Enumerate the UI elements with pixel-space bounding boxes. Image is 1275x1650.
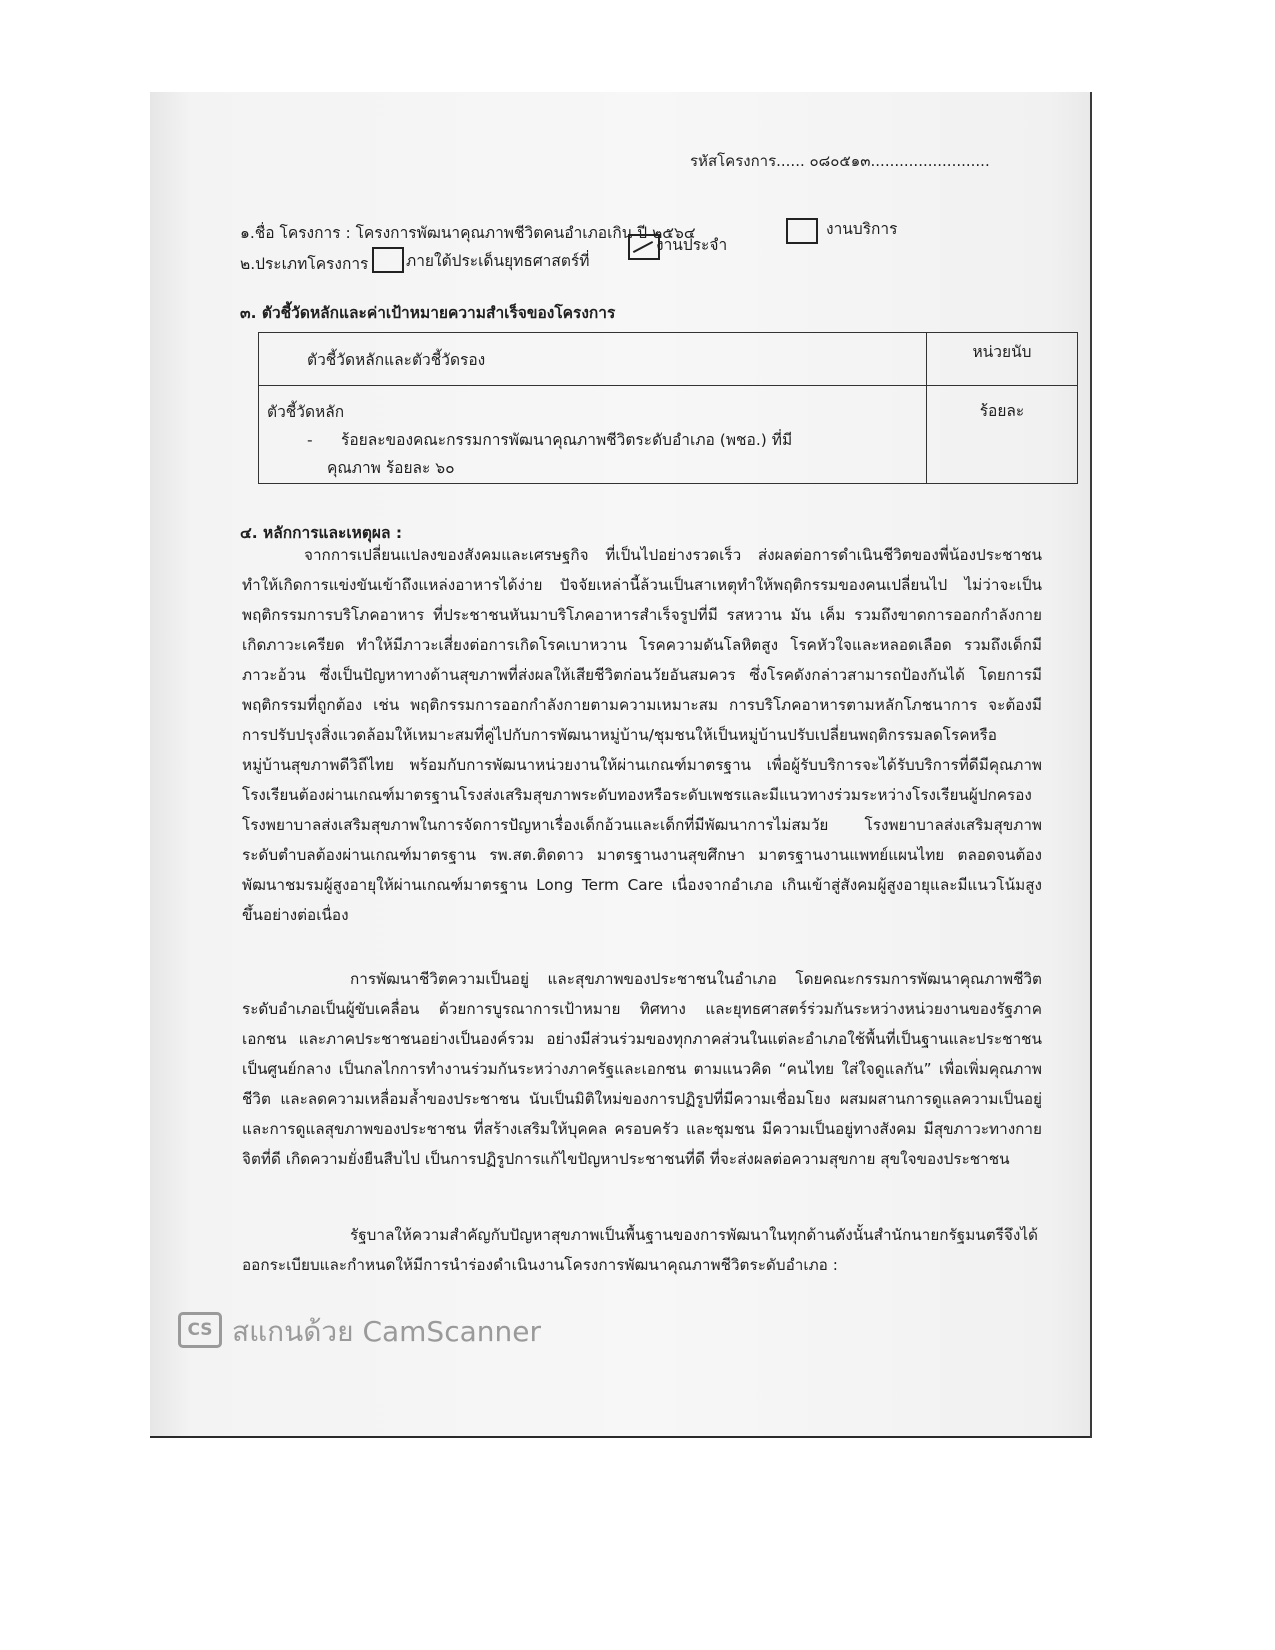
paragraph-1-text: จากการเปลี่ยนแปลงของสังคมและเศรษฐกิจ ที่เป็นไปอย่างรวดเร็ว ส่งผลต่อการดำเนินชีวิตของพี่น้องประชาชน ทำให้เกิดการแข่งขันเข้าถึงแหล่งอาหารได้ง่าย ปัจจัยเหล่านี้ล้วนเป็นสาเหตุทำให้พฤติกรรมของคนเปลี่ยนไป ไม่ว่าจะเป็นพฤติกรรมการบริโภคอาหาร ที่ประชาชนหันมาบริโภคอาหารสำเร็จรูปที่มี รสหวาน มัน เค็ม รวมถึงขาดการออกกำลังกาย เกิดภาวะเครียด ทำให้มีภาวะเสี่ยงต่อการเกิดโรคเบาหวาน โรคความดันโลหิตสูง โรคหัวใจและหลอดเลือด รวมถึงเด็กมีภาวะอ้วน ซึ่งเป็นปัญหาทางด้านสุขภาพที่ส่งผลให้เสียชีวิตก่อนวัยอันสมควร ซึ่งโรคดังกล่าวสามารถป้องกันได้ โดยการมีพฤติกรรมที่ถูกต้อง เช่น พฤติกรรมการออกกำลังกายตามความเหมาะสม การบริโภคอาหารตามหลักโภชนาการ จะต้องมีการปรับปรุงสิ่งแวดล้อมให้เหมาะสมที่คู่ไปกับการพัฒนาหมู่บ้าน/ชุมชนให้เป็นหมู่บ้านปรับเปลี่ยนพฤติกรรมลดโรคหรือหมู่บ้านสุขภาพดีวิถีไทย พร้อมกับการพัฒนาหน่วยงานให้ผ่านเกณฑ์มาตรฐาน เพื่อผู้รับบริการจะได้รับบริการที่ดีมีคุณภาพ โรงเรียนต้องผ่านเกณฑ์มาตรฐานโรงส่งเสริมสุขภาพระดับทองหรือระดับเพชรและมีแนวทางร่วมระหว่างโรงเรียนผู้ปกครอง โรงพยาบาลส่งเสริมสุขภาพในการจัดการปัญหาเรื่องเด็กอ้วนและเด็กที่มีพัฒนาการไม่สมวัย โรงพยาบาลส่งเสริมสุขภาพระดับตำบลต้องผ่านเกณฑ์มาตรฐาน รพ.สต.ติดดาว มาตรฐานงานสุขศึกษา มาตรฐานงานแพทย์แผนไทย ตลอดจนต้องพัฒนาชมรมผู้สูงอายุให้ผ่านเกณฑ์มาตรฐาน Long Term Care เนื่องจากอำเภอ เกินเข้าสู่สังคมผู้สูงอายุและมีแนวโน้มสูงขึ้นอย่างต่อเนื่อง — [242, 546, 1042, 924]
indicator-item-line1: ร้อยละของคณะกรรมการพัฒนาคุณภาพชีวิตระดับอำเภอ (พชอ.) ที่มี — [341, 431, 793, 449]
checkbox-service[interactable] — [786, 218, 818, 244]
section4-title: ๔. หลักการและเหตุผล : — [240, 524, 403, 542]
scanned-page — [150, 92, 1092, 1438]
option-strategic-label: ภายใต้ประเด็นยุทธศาสตร์ที่ — [406, 252, 590, 270]
option-service-label: งานบริการ — [826, 220, 898, 238]
project-name: ๑.ชื่อ โครงการ : โครงการพัฒนาคุณภาพชีวิตคนอำเภอเกิน ปี ๒๕๖๔ — [240, 224, 696, 242]
indicator-header-unit: หน่วยนับ — [927, 333, 1078, 386]
indicator-table-header — [259, 333, 1078, 386]
paragraph-3-text: รัฐบาลให้ความสำคัญกับปัญหาสุขภาพเป็นพื้นฐานของการพัฒนาในทุกด้านดังนั้นสำนักนายกรัฐมนตรีจึงได้ออกระเบียบและกำหนดให้มีการนำร่องดำเนินงานโครงการพัฒนาคุณภาพชีวิตระดับอำเภอ : — [242, 1226, 1038, 1274]
section3-title: ๓. ตัวชี้วัดหลักและค่าเป้าหมายความสำเร็จของโครงการ — [240, 304, 616, 322]
paragraph-2-text: การพัฒนาชีวิตความเป็นอยู่ และสุขภาพของประชาชนในอำเภอ โดยคณะกรรมการพัฒนาคุณภาพชีวิตระดับอำเภอเป็นผู้ขับเคลื่อน ด้วยการบูรณาการเป้าหมาย ทิศทาง และยุทธศาสตร์ร่วมกันระหว่างหน่วยงานของรัฐภาคเอกชน และภาคประชาชนอย่างเป็นองค์รวม อย่างมีส่วนร่วมของทุกภาคส่วนในแต่ละอำเภอใช้พื้นที่เป็นฐานและประชาชนเป็นศูนย์กลาง เป็นกลไกการทำงานร่วมกันระหว่างภาครัฐและเอกชน ตามแนวคิด “คนไทย ใส่ใจดูแลกัน” เพื่อเพิ่มคุณภาพชีวิต และลดความเหลื่อมล้ำของประชาชน นับเป็นมิติใหม่ของการปฏิรูปที่มีความเชื่อมโยง ผสมผสานการดูแลความเป็นอยู่ และการดูแลสุขภาพของประชาชน ที่สร้างเสริมให้บุคคล ครอบครัว และชุมชน มีความเป็นอยู่ทางสังคม มีสุขภาวะทางกาย จิตที่ดี เกิดความยั่งยืนสืบไป เป็นการปฏิรูปการแก้ไขปัญหาประชาชนที่ดี ที่จะส่งผลต่อความสุขกาย สุขใจของประชาชน — [242, 970, 1042, 1168]
indicator-item — [267, 426, 926, 454]
indicator-header-left: ตัวชี้วัดหลักและตัวชี้วัดรอง — [259, 333, 927, 386]
camscanner-logo: CS — [178, 1312, 222, 1348]
project-code: รหัสโครงการ...... ๐๘๐๕๑๓......................... — [690, 152, 990, 170]
indicator-unit: ร้อยละ — [927, 386, 1078, 484]
project-type-label: ๒.ประเภทโครงการ — [240, 255, 369, 273]
paragraph-2 — [242, 964, 1042, 1174]
checkbox-strategic[interactable] — [372, 247, 404, 273]
option-routine-label: งานประจำ — [656, 236, 728, 254]
indicator-dash: - — [307, 431, 313, 449]
indicator-cell — [259, 386, 927, 484]
indicator-table-row — [259, 386, 1078, 484]
paragraph-3 — [242, 1220, 1042, 1280]
indicator-item-line2: คุณภาพ ร้อยละ ๖๐ — [327, 459, 455, 477]
indicator-table — [258, 332, 1078, 484]
paragraph-1 — [242, 540, 1042, 930]
indicator-row-title: ตัวชี้วัดหลัก — [267, 403, 345, 421]
camscanner-watermark: สแกนด้วย CamScanner — [232, 1315, 541, 1348]
